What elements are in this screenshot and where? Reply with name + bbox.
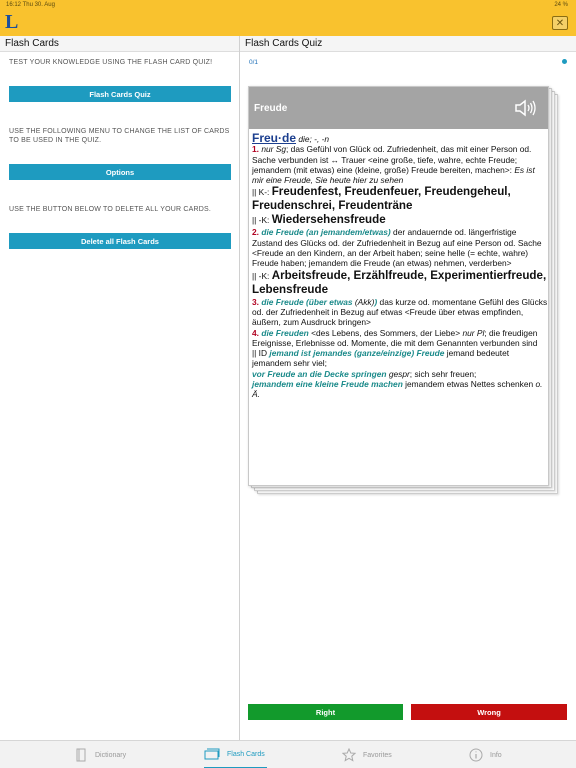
case-label: (Akk)	[352, 296, 375, 307]
tab-label: Flash Cards	[227, 750, 265, 758]
options-description: USE THE FOLLOWING MENU TO CHANGE THE LIST OF CARDS TO BE USED IN THE QUIZ.	[9, 128, 230, 144]
compound-prefix: || -K:	[252, 270, 272, 281]
flash-card-stack	[248, 86, 558, 494]
cards-icon	[204, 748, 220, 760]
right-button[interactable]: Right	[248, 704, 403, 720]
sense-number: 2.	[252, 227, 259, 238]
tab-label: Dictionary	[95, 751, 127, 759]
compounds: Wiedersehensfreude	[271, 213, 386, 227]
tab-info[interactable]	[469, 741, 502, 768]
close-icon: ✕	[555, 17, 565, 29]
compound-prefix: || -K:	[252, 215, 272, 226]
delete-description: USE THE BUTTON BELOW TO DELETE ALL YOUR CARDS.	[9, 206, 212, 213]
flash-card[interactable]	[248, 86, 549, 486]
grammar: die; -, -n	[296, 134, 330, 144]
info-icon	[469, 748, 483, 762]
star-icon	[342, 748, 356, 762]
quiz-description: TEST YOUR KNOWLEDGE USING THE FLASH CARD QUIZ!	[9, 59, 213, 66]
phrase: die Freude (über etwas	[259, 296, 353, 307]
app-logo: L	[5, 11, 19, 33]
usage-label: nur Sg	[259, 144, 287, 155]
delete-all-cards-button[interactable]: Delete all Flash Cards	[9, 233, 231, 249]
flash-cards-quiz-button[interactable]: Flash Cards Quiz	[9, 86, 231, 102]
definition: ; die freudigen Ereignisse, Erlebnisse od. Momente, die mit dem Genannten verbunden sind	[252, 327, 538, 348]
status-time: 16:12 Thu 30. Aug	[6, 2, 55, 8]
tab-favorites[interactable]	[342, 741, 392, 768]
tab-label: Favorites	[363, 751, 392, 759]
definition: ; das Gefühl von Glück od. Zufriedenheit, das mit einer Person od. Sache verbunden ist ↔ Trauer <eine große, tiefe, wahre, echte Freude; jemandem (mit etwas) eine (kleine, große) Freude bereiten, machen>:	[252, 144, 532, 175]
wrong-button[interactable]: Wrong	[411, 704, 567, 720]
options-button[interactable]: Options	[9, 164, 231, 180]
usage-label: nur Pl	[462, 327, 485, 338]
tab-dictionary[interactable]	[76, 741, 126, 768]
idiom-meaning: jemand bedeutet jemandem sehr viel;	[252, 348, 510, 369]
idiom-meaning: jemandem etwas Nettes schenken	[402, 379, 536, 390]
idiom: vor Freude an die Decke springen	[252, 368, 387, 379]
sense-number: 1.	[252, 144, 259, 155]
quiz-counter: 0/1	[249, 59, 259, 66]
phrase: die Freude (an jemandem/etwas)	[259, 227, 391, 238]
idiom: jemandem eine kleine Freude machen	[252, 379, 403, 390]
progress-dot	[562, 59, 567, 64]
book-icon	[76, 748, 88, 762]
top-header	[0, 0, 576, 36]
headword: Freu·de	[252, 131, 297, 145]
close-button[interactable]	[552, 16, 568, 30]
usage-label: o. Ä.	[252, 379, 543, 400]
tab-label: Info	[490, 751, 502, 759]
compounds: Arbeitsfreude, Erzählfreude, Experimentierfreude, Lebensfreude	[252, 268, 547, 296]
compound-prefix: || K-:	[252, 187, 272, 198]
sense-number: 3.	[252, 296, 259, 307]
tab-bar	[0, 740, 576, 768]
status-battery: 24 %	[554, 2, 568, 8]
sense-number: 4.	[252, 327, 259, 338]
definition: <des Lebens, des Sommers, der Liebe>	[308, 327, 463, 338]
compounds: Freudenfest, Freudenfeuer, Freudengeheul, Freudenschrei, Freudenträne	[252, 185, 511, 213]
tab-flash-cards[interactable]	[204, 741, 267, 768]
idiom-meaning: ; sich sehr freuen;	[409, 368, 477, 379]
definition: das kurze od. momentane Gefühl des Glücks od. der Zufriedenheit in Bezug auf etwas <Freude über etwas empfinden, äußern, zum Ausdruck bringen>	[252, 296, 548, 328]
usage-label: gespr	[386, 368, 410, 379]
example: Es ist mir eine Freude, Sie heute hier zu sehen	[252, 164, 535, 186]
idiom: jemand ist jemandes (ganze/einzige) Freude	[269, 348, 445, 359]
panel-divider	[239, 36, 240, 740]
definition: der andauernde od. längerfristige Zustand des Glücks od. der Zufriedenheit in Bezug auf eine Person od. Sache <Freude an den Kindern, an der Arbeit haben; seine helle (= echte, wahre) Freude haben; jemandem die Freude (an etwas) nehmen, verderben>	[252, 227, 542, 269]
right-panel-title: Flash Cards Quiz	[240, 36, 576, 52]
speaker-icon[interactable]	[514, 99, 536, 117]
left-panel-title: Flash Cards	[0, 36, 239, 52]
phrase-close: )	[374, 296, 378, 307]
card-header	[249, 87, 548, 129]
dictionary-entry	[252, 133, 548, 400]
card-title: Freude	[254, 103, 288, 114]
idiom-prefix: || ID	[252, 348, 270, 359]
phrase: die Freuden	[259, 327, 309, 338]
